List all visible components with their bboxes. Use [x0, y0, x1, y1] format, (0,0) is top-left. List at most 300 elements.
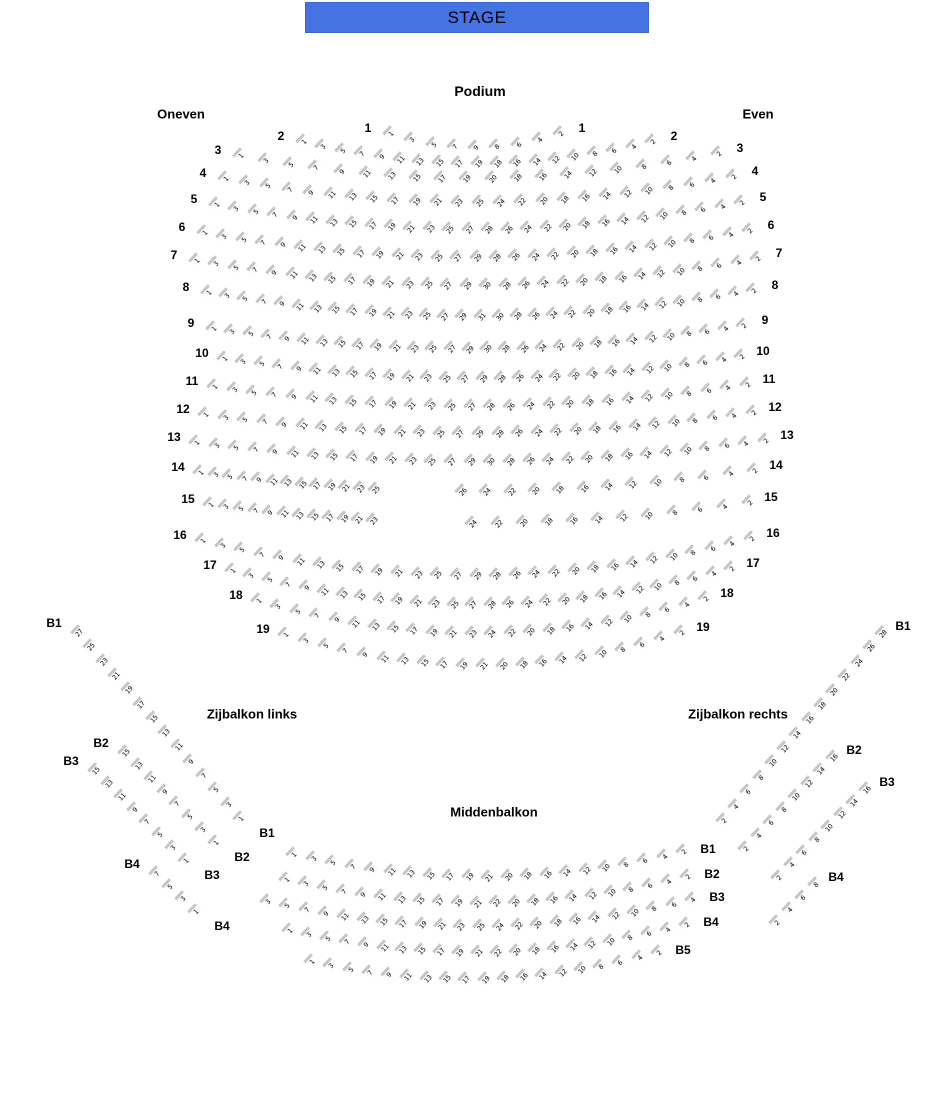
- seat[interactable]: [473, 308, 489, 324]
- seat[interactable]: [387, 192, 403, 208]
- seat[interactable]: [566, 246, 582, 262]
- seat[interactable]: [454, 483, 470, 499]
- seat[interactable]: [568, 912, 584, 928]
- seat[interactable]: [626, 332, 642, 348]
- seat[interactable]: [621, 391, 637, 407]
- seat[interactable]: [631, 949, 647, 965]
- seat[interactable]: [557, 592, 573, 608]
- seat[interactable]: [450, 894, 466, 910]
- seat[interactable]: [491, 918, 507, 934]
- seat[interactable]: [164, 839, 180, 855]
- seat[interactable]: [665, 548, 681, 564]
- seat[interactable]: [395, 941, 411, 957]
- seat[interactable]: [228, 200, 244, 216]
- seat[interactable]: [200, 284, 216, 300]
- seat[interactable]: [745, 404, 761, 420]
- seat[interactable]: [354, 422, 370, 438]
- seat[interactable]: [406, 622, 422, 638]
- seat[interactable]: [508, 566, 524, 582]
- seat[interactable]: [691, 291, 707, 307]
- seat[interactable]: [317, 638, 333, 654]
- seat[interactable]: [273, 550, 289, 566]
- seat[interactable]: [478, 277, 494, 293]
- seat[interactable]: [217, 409, 233, 425]
- seat[interactable]: [493, 370, 509, 386]
- seat[interactable]: [383, 863, 399, 879]
- seat[interactable]: [606, 558, 622, 574]
- seat[interactable]: [706, 410, 722, 426]
- seat[interactable]: [347, 615, 363, 631]
- seat[interactable]: [658, 601, 674, 617]
- seat[interactable]: [334, 142, 350, 158]
- seat[interactable]: [687, 412, 703, 428]
- seat[interactable]: [247, 203, 263, 219]
- seat[interactable]: [433, 170, 449, 186]
- seat[interactable]: [373, 148, 389, 164]
- seat[interactable]: [675, 843, 691, 859]
- seat[interactable]: [582, 304, 598, 320]
- seat[interactable]: [452, 918, 468, 934]
- seat[interactable]: [451, 944, 467, 960]
- seat[interactable]: [565, 512, 581, 528]
- seat[interactable]: [315, 334, 331, 350]
- seat[interactable]: [382, 125, 398, 141]
- seat[interactable]: [501, 596, 517, 612]
- seat[interactable]: [515, 656, 531, 672]
- seat[interactable]: [639, 606, 655, 622]
- seat[interactable]: [157, 724, 173, 740]
- seat[interactable]: [406, 340, 422, 356]
- seat[interactable]: [718, 437, 734, 453]
- seat[interactable]: [471, 425, 487, 441]
- seat[interactable]: [326, 448, 342, 464]
- seat[interactable]: [270, 598, 286, 614]
- seat[interactable]: [375, 913, 391, 929]
- seat[interactable]: [450, 155, 466, 171]
- seat[interactable]: [535, 967, 551, 983]
- seat[interactable]: [236, 411, 252, 427]
- seat[interactable]: [770, 869, 786, 885]
- seat[interactable]: [308, 160, 324, 176]
- seat[interactable]: [376, 650, 392, 666]
- seat[interactable]: [188, 252, 204, 268]
- seat[interactable]: [464, 596, 480, 612]
- seat[interactable]: [467, 139, 483, 155]
- seat[interactable]: [300, 926, 316, 942]
- seat[interactable]: [634, 636, 650, 652]
- seat[interactable]: [678, 356, 694, 372]
- seat[interactable]: [283, 156, 299, 172]
- seat[interactable]: [356, 646, 372, 662]
- seat[interactable]: [640, 925, 656, 941]
- seat[interactable]: [83, 639, 99, 655]
- seat[interactable]: [361, 964, 377, 980]
- seat[interactable]: [224, 562, 240, 578]
- seat[interactable]: [305, 391, 321, 407]
- seat[interactable]: [255, 293, 271, 309]
- seat[interactable]: [428, 595, 444, 611]
- seat[interactable]: [556, 274, 572, 290]
- seat[interactable]: [295, 418, 311, 434]
- seat[interactable]: [367, 618, 383, 634]
- seat[interactable]: [303, 953, 319, 969]
- seat[interactable]: [461, 221, 477, 237]
- seat[interactable]: [813, 697, 829, 713]
- seat[interactable]: [807, 876, 823, 892]
- seat[interactable]: [612, 954, 628, 970]
- seat[interactable]: [333, 336, 349, 352]
- seat[interactable]: [443, 453, 459, 469]
- seat[interactable]: [500, 221, 516, 237]
- seat[interactable]: [390, 565, 406, 581]
- seat[interactable]: [556, 191, 572, 207]
- seat[interactable]: [414, 942, 430, 958]
- seat[interactable]: [470, 155, 486, 171]
- seat[interactable]: [616, 509, 632, 525]
- seat[interactable]: [522, 452, 538, 468]
- seat[interactable]: [455, 308, 471, 324]
- seat[interactable]: [404, 397, 420, 413]
- seat[interactable]: [850, 654, 866, 670]
- seat[interactable]: [581, 450, 597, 466]
- seat[interactable]: [604, 364, 620, 380]
- seat[interactable]: [685, 150, 701, 166]
- seat[interactable]: [575, 273, 591, 289]
- seat[interactable]: [668, 574, 684, 590]
- seat[interactable]: [243, 567, 259, 583]
- seat[interactable]: [217, 170, 233, 186]
- seat[interactable]: [534, 168, 550, 184]
- seat[interactable]: [371, 246, 387, 262]
- seat[interactable]: [549, 368, 565, 384]
- seat[interactable]: [272, 358, 288, 374]
- seat[interactable]: [710, 145, 726, 161]
- seat[interactable]: [250, 472, 266, 488]
- seat[interactable]: [608, 420, 624, 436]
- seat[interactable]: [639, 446, 655, 462]
- seat[interactable]: [683, 232, 699, 248]
- seat[interactable]: [289, 603, 305, 619]
- seat[interactable]: [652, 265, 668, 281]
- seat[interactable]: [322, 957, 338, 973]
- seat[interactable]: [546, 891, 562, 907]
- seat[interactable]: [605, 242, 621, 258]
- seat[interactable]: [442, 221, 458, 237]
- seat[interactable]: [332, 243, 348, 259]
- seat[interactable]: [152, 827, 168, 843]
- seat[interactable]: [673, 472, 689, 488]
- seat[interactable]: [589, 336, 605, 352]
- seat[interactable]: [545, 306, 561, 322]
- seat[interactable]: [383, 167, 399, 183]
- seat[interactable]: [235, 231, 251, 247]
- seat[interactable]: [335, 586, 351, 602]
- seat[interactable]: [232, 147, 248, 163]
- seat[interactable]: [309, 300, 325, 316]
- seat[interactable]: [641, 507, 657, 523]
- seat[interactable]: [662, 179, 678, 195]
- seat[interactable]: [709, 289, 725, 305]
- seat[interactable]: [364, 395, 380, 411]
- seat[interactable]: [662, 328, 678, 344]
- seat[interactable]: [535, 192, 551, 208]
- seat[interactable]: [161, 878, 177, 894]
- seat[interactable]: [733, 194, 749, 210]
- seat[interactable]: [666, 504, 682, 520]
- seat[interactable]: [539, 866, 555, 882]
- seat[interactable]: [195, 767, 211, 783]
- seat[interactable]: [547, 564, 563, 580]
- seat[interactable]: [143, 770, 159, 786]
- seat[interactable]: [345, 365, 361, 381]
- seat[interactable]: [472, 918, 488, 934]
- seat[interactable]: [694, 201, 710, 217]
- seat[interactable]: [620, 447, 636, 463]
- seat[interactable]: [400, 307, 416, 323]
- seat[interactable]: [380, 966, 396, 982]
- seat[interactable]: [432, 425, 448, 441]
- seat[interactable]: [641, 361, 657, 377]
- seat[interactable]: [279, 898, 295, 914]
- seat[interactable]: [490, 515, 506, 531]
- seat[interactable]: [336, 908, 352, 924]
- seat[interactable]: [208, 196, 224, 212]
- seat[interactable]: [250, 592, 266, 608]
- seat[interactable]: [177, 852, 193, 868]
- seat[interactable]: [725, 168, 741, 184]
- seat[interactable]: [294, 476, 310, 492]
- seat[interactable]: [366, 513, 382, 529]
- seat[interactable]: [393, 891, 409, 907]
- seat[interactable]: [795, 844, 811, 860]
- seat[interactable]: [291, 298, 307, 314]
- seat[interactable]: [253, 356, 269, 372]
- seat[interactable]: [550, 423, 566, 439]
- seat[interactable]: [496, 970, 512, 986]
- seat[interactable]: [259, 893, 275, 909]
- seat[interactable]: [509, 169, 525, 185]
- seat[interactable]: [113, 788, 129, 804]
- seat[interactable]: [267, 206, 283, 222]
- seat[interactable]: [286, 209, 302, 225]
- seat[interactable]: [584, 936, 600, 952]
- seat[interactable]: [459, 170, 475, 186]
- seat[interactable]: [641, 182, 657, 198]
- seat[interactable]: [625, 476, 641, 492]
- seat[interactable]: [660, 154, 676, 170]
- seat[interactable]: [659, 921, 675, 937]
- seat[interactable]: [383, 219, 399, 235]
- seat[interactable]: [821, 819, 837, 835]
- seat[interactable]: [133, 696, 149, 712]
- seat[interactable]: [363, 861, 379, 877]
- seat[interactable]: [338, 934, 354, 950]
- seat[interactable]: [813, 762, 829, 778]
- seat[interactable]: [738, 435, 754, 451]
- seat[interactable]: [218, 287, 234, 303]
- seat[interactable]: [338, 479, 354, 495]
- seat[interactable]: [502, 398, 518, 414]
- seat[interactable]: [463, 398, 479, 414]
- seat[interactable]: [246, 384, 262, 400]
- seat[interactable]: [87, 762, 103, 778]
- seat[interactable]: [641, 877, 657, 893]
- seat[interactable]: [808, 832, 824, 848]
- seat[interactable]: [590, 511, 606, 527]
- seat[interactable]: [464, 625, 480, 641]
- seat[interactable]: [206, 378, 222, 394]
- seat[interactable]: [238, 174, 254, 190]
- seat[interactable]: [541, 452, 557, 468]
- seat[interactable]: [597, 859, 613, 875]
- seat[interactable]: [443, 341, 459, 357]
- seat[interactable]: [70, 624, 86, 640]
- seat[interactable]: [351, 561, 367, 577]
- seat[interactable]: [559, 167, 575, 183]
- seat[interactable]: [413, 425, 429, 441]
- seat[interactable]: [344, 858, 360, 874]
- seat[interactable]: [365, 190, 381, 206]
- seat[interactable]: [324, 855, 340, 871]
- seat[interactable]: [534, 339, 550, 355]
- seat[interactable]: [749, 250, 765, 266]
- seat[interactable]: [95, 653, 111, 669]
- seat[interactable]: [680, 385, 696, 401]
- seat[interactable]: [571, 337, 587, 353]
- seat[interactable]: [530, 424, 546, 440]
- seat[interactable]: [292, 553, 308, 569]
- seat[interactable]: [519, 220, 535, 236]
- seat[interactable]: [315, 419, 331, 435]
- seat[interactable]: [145, 710, 161, 726]
- seat[interactable]: [659, 444, 675, 460]
- seat[interactable]: [483, 596, 499, 612]
- seat[interactable]: [862, 640, 878, 656]
- seat[interactable]: [221, 468, 237, 484]
- seat[interactable]: [174, 891, 190, 907]
- seat[interactable]: [576, 480, 592, 496]
- seat[interactable]: [187, 903, 203, 919]
- seat[interactable]: [412, 892, 428, 908]
- seat[interactable]: [619, 610, 635, 626]
- seat[interactable]: [698, 469, 714, 485]
- seat[interactable]: [461, 869, 477, 885]
- seat[interactable]: [680, 326, 696, 342]
- seat[interactable]: [309, 607, 325, 623]
- seat[interactable]: [362, 274, 378, 290]
- seat[interactable]: [801, 712, 817, 728]
- seat[interactable]: [480, 869, 496, 885]
- seat[interactable]: [522, 397, 538, 413]
- seat[interactable]: [488, 249, 504, 265]
- seat[interactable]: [194, 532, 210, 548]
- seat[interactable]: [327, 302, 343, 318]
- seat[interactable]: [429, 194, 445, 210]
- seat[interactable]: [488, 895, 504, 911]
- seat[interactable]: [607, 334, 623, 350]
- seat[interactable]: [495, 657, 511, 673]
- seat[interactable]: [100, 775, 116, 791]
- seat[interactable]: [624, 240, 640, 256]
- seat[interactable]: [192, 464, 208, 480]
- seat[interactable]: [233, 542, 249, 558]
- seat[interactable]: [374, 889, 390, 905]
- seat[interactable]: [603, 884, 619, 900]
- seat[interactable]: [253, 546, 269, 562]
- seat[interactable]: [386, 620, 402, 636]
- seat[interactable]: [419, 369, 435, 385]
- seat[interactable]: [552, 481, 568, 497]
- seat[interactable]: [336, 883, 352, 899]
- seat[interactable]: [730, 254, 746, 270]
- seat[interactable]: [508, 943, 524, 959]
- seat[interactable]: [295, 133, 311, 149]
- seat[interactable]: [266, 264, 282, 280]
- seat[interactable]: [194, 821, 210, 837]
- seat[interactable]: [401, 369, 417, 385]
- seat[interactable]: [503, 625, 519, 641]
- seat[interactable]: [636, 299, 652, 315]
- seat[interactable]: [635, 158, 651, 174]
- seat[interactable]: [227, 439, 243, 455]
- seat[interactable]: [382, 275, 398, 291]
- seat[interactable]: [607, 907, 623, 923]
- seat[interactable]: [622, 881, 638, 897]
- seat[interactable]: [351, 512, 367, 528]
- seat[interactable]: [396, 652, 412, 668]
- seat[interactable]: [317, 905, 333, 921]
- seat[interactable]: [752, 769, 768, 785]
- seat[interactable]: [846, 794, 862, 810]
- seat[interactable]: [237, 290, 253, 306]
- seat[interactable]: [569, 422, 585, 438]
- seat[interactable]: [584, 887, 600, 903]
- seat[interactable]: [208, 437, 224, 453]
- seat[interactable]: [549, 914, 565, 930]
- seat[interactable]: [515, 969, 531, 985]
- seat[interactable]: [678, 916, 694, 932]
- seat[interactable]: [297, 876, 313, 892]
- seat[interactable]: [776, 740, 792, 756]
- seat[interactable]: [358, 165, 374, 181]
- seat[interactable]: [207, 782, 223, 798]
- seat[interactable]: [469, 567, 485, 583]
- seat[interactable]: [450, 194, 466, 210]
- seat[interactable]: [594, 272, 610, 288]
- seat[interactable]: [334, 421, 350, 437]
- seat[interactable]: [436, 656, 452, 672]
- seat[interactable]: [327, 364, 343, 380]
- seat[interactable]: [274, 237, 290, 253]
- seat[interactable]: [207, 466, 223, 482]
- seat[interactable]: [276, 416, 292, 432]
- seat[interactable]: [510, 425, 526, 441]
- seat[interactable]: [265, 386, 281, 402]
- seat[interactable]: [574, 649, 590, 665]
- seat[interactable]: [489, 155, 505, 171]
- seat[interactable]: [432, 944, 448, 960]
- seat[interactable]: [312, 556, 328, 572]
- seat[interactable]: [722, 466, 738, 482]
- seat[interactable]: [527, 307, 543, 323]
- seat[interactable]: [281, 922, 297, 938]
- seat[interactable]: [207, 834, 223, 850]
- seat[interactable]: [727, 798, 743, 814]
- seat[interactable]: [519, 867, 535, 883]
- seat[interactable]: [260, 178, 276, 194]
- seat[interactable]: [757, 432, 773, 448]
- seat[interactable]: [344, 216, 360, 232]
